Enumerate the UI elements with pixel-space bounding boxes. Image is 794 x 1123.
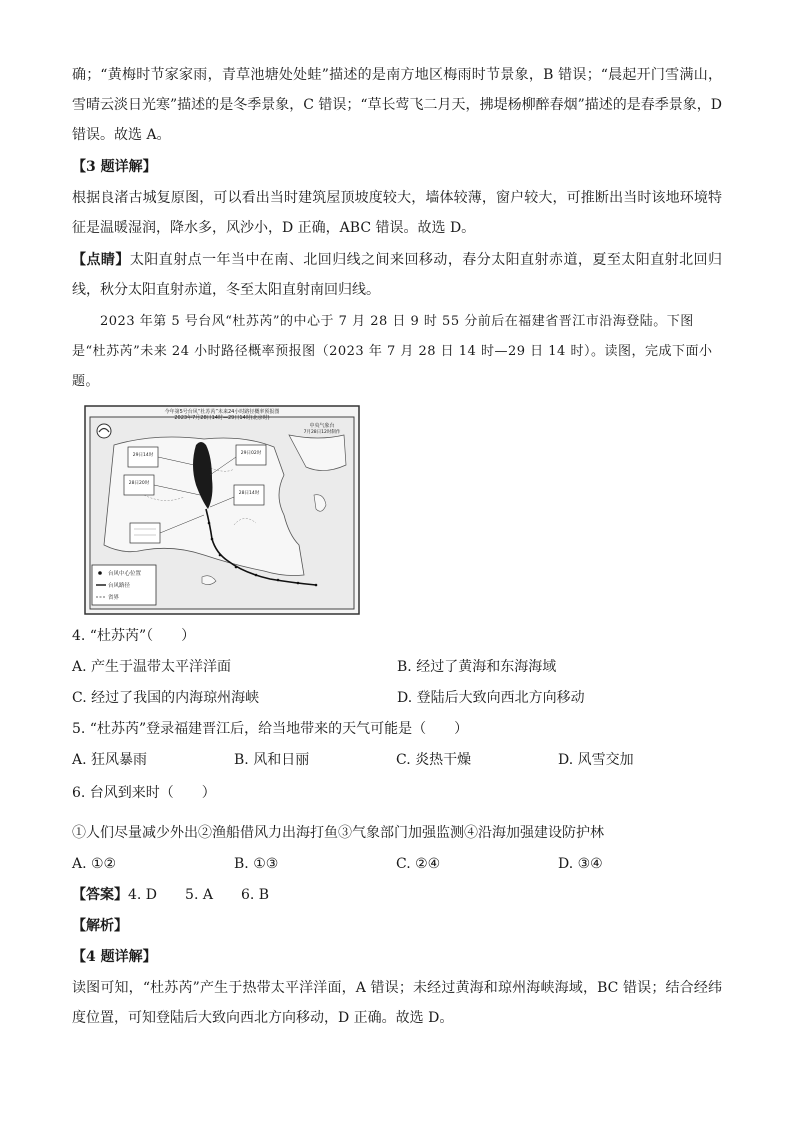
question-4-option-d[interactable]: D. 登陆后大致向西北方向移动 [397, 690, 585, 706]
question-5-stem: 5. “杜苏芮”登录福建晋江后，给当地带来的天气可能是（ ） [72, 721, 469, 737]
question-4-detail-heading: 【4 题详解】 [72, 949, 157, 965]
question-6-option-b[interactable]: B. ①③ [234, 856, 279, 872]
question-6-options [72, 849, 722, 880]
legend-item-track: 台风路径 [108, 583, 131, 589]
answer-paragraph-3: 确；“黄梅时节家家雨，青草池塘处处蛙”描述的是南方地区梅雨时节景象，B 错误；“晨起开门雪满山，雪晴云淡日光寒”描述的是冬季景象，C 错误；“草长莺飞二月天，拂堤杨柳醉春烟”描述的是春季景象，D 错误。故选 A。 [72, 67, 722, 143]
question-4-detail-text: 读图可知，“杜苏芮”产生于热带太平洋洋面，A 错误；未经过黄海和琼州海峡海域，BC 错误；结合经纬度位置，可知登陆后大致向西北方向移动，D 正确。故选 D。 [72, 980, 722, 1026]
answer-label: 【答案】 [72, 887, 128, 903]
forecast-box-2: 29日02时 [240, 451, 262, 456]
question-4-options-row-2 [72, 683, 722, 714]
forecast-box-4: 28日14时 [238, 491, 260, 496]
typhoon-forecast-map [84, 405, 360, 615]
question-6-option-d[interactable]: D. ③④ [558, 856, 603, 872]
question-3-detail-text: 根据良渚古城复原图，可以看出当时建筑屋顶坡度较大，墙体较薄，窗户较大，可推断出当时该地环境特征是温暖湿润，降水多，风沙小，D 正确，ABC 错误。故选 D。 [72, 190, 722, 236]
question-4-option-a[interactable]: A. 产生于温带太平洋洋面 [72, 659, 232, 675]
question-5-option-c[interactable]: C. 炎热干燥 [396, 752, 472, 768]
question-5-option-a[interactable]: A. 狂风暴雨 [72, 752, 148, 768]
question-6-statements: ①人们尽量减少外出②渔船借风力出海打鱼③气象部门加强监测④沿海加强建设防护林 [72, 825, 604, 841]
map-publisher: 中央气象台 [309, 423, 335, 429]
question-5-option-b[interactable]: B. 风和日丽 [234, 752, 310, 768]
question-4-option-c[interactable]: C. 经过了我国的内海琼州海峡 [72, 690, 260, 706]
question-6-option-a[interactable]: A. ①② [72, 856, 117, 872]
question-5-option-d[interactable]: D. 风雪交加 [558, 752, 634, 768]
question-6-option-c[interactable]: C. ②④ [396, 856, 441, 872]
answer-text: 4. D 5. A 6. B [128, 887, 270, 903]
question-4-option-b[interactable]: B. 经过了黄海和东海海域 [397, 659, 557, 675]
legend-item-center: 台风中心位置 [108, 571, 142, 577]
question-4-stem: 4. “杜苏芮”（ ） [72, 628, 196, 644]
tip-text: 太阳直射点一年当中在南、北回归线之间来回移动，春分太阳直射赤道，夏至太阳直射北回归线，秋分太阳直射赤道，冬至太阳直射南回归线。 [72, 252, 723, 298]
typhoon-intro: 2023 年第 5 号台风“杜苏芮”的中心于 7 月 28 日 9 时 55 分前后在福建省晋江市沿海登陆。下图是“杜苏芮”未来 24 小时路径概率预报图（2023 年 7 月 28 日 14 时—29 日 14 时）。读图，完成下面小题。 [72, 314, 713, 389]
tip-label: 【点睛】 [72, 252, 130, 268]
question-3-detail-heading: 【3 题详解】 [72, 159, 157, 175]
typhoon-map-svg [84, 405, 360, 615]
question-5-options [72, 745, 722, 776]
map-title-line2: 2023年7月28日14时—29日14时(北京时) [174, 415, 270, 421]
map-publish-time: 7月28日12时制作 [303, 430, 341, 435]
answer-line [72, 880, 722, 911]
forecast-box-3: 28日20时 [128, 481, 150, 486]
question-6-stem: 6. 台风到来时（ ） [72, 785, 216, 801]
tip-paragraph [72, 245, 722, 305]
analysis-label: 【解析】 [72, 918, 128, 934]
legend-item-border: 省界 [108, 595, 120, 601]
forecast-box-1: 29日14时 [132, 453, 154, 458]
map-title-line1: 今年第5号台风“杜苏芮”未来24小时路径概率预报图 [164, 409, 280, 415]
question-4-options-row-1 [72, 652, 722, 683]
document-page [72, 60, 722, 1033]
